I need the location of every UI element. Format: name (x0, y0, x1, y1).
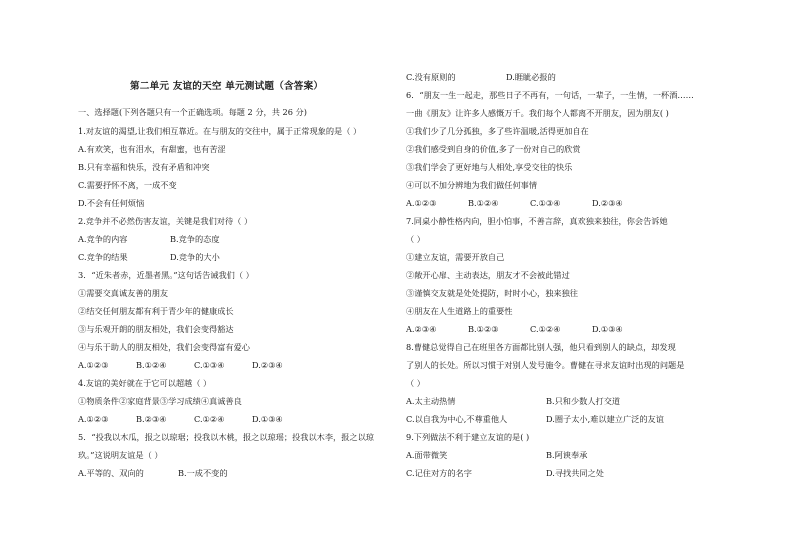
q3-item-3: ③与乐观开朗的朋友相处，我们会变得豁达 (78, 324, 234, 334)
q7-stem-line2: （ ） (406, 234, 425, 244)
q8-option-c: C.以自我为中心,不尊重他人 (406, 414, 508, 424)
q8-stem-line3: （ ） (406, 378, 425, 388)
q3-option-b: B.①②④ (136, 360, 167, 370)
q6-option-b: B.①②④ (468, 198, 499, 208)
q5-stem-line1: 5．“投我以木瓜，报之以琼琚；投我以木桃，报之以琼瑶；投我以木李，报之以琼 (78, 432, 374, 442)
q7-item-1: ①建立友谊，需要开放自己 (406, 252, 505, 262)
q2-option-b: B.竞争的态度 (170, 234, 220, 244)
q3-stem: 3．“近朱者赤，近墨者黑。”这句话告诫我们（ ） (78, 270, 254, 280)
q7-option-c: C.①②④ (530, 324, 561, 334)
q5-option-c: C.没有原则的 (406, 72, 456, 82)
q9-options-row1 (406, 450, 587, 461)
q8-stem-line1: 8.曹健总觉得自己在班里各方面都比别人强，他只看到别人的缺点，却发现 (406, 342, 676, 352)
q6-item-3: ③我们学会了更好地与人相处,享受交往的快乐 (406, 162, 573, 172)
q7-option-b: B.①②③ (468, 324, 499, 334)
q6-option-d: D.②③④ (592, 198, 623, 208)
q7-item-3: ③谨慎交友就是处处提防，时时小心，独来独往 (406, 288, 578, 298)
q6-stem-line1: 6．“朋友一生一起走，那些日子不再有，一句话，一辈子，一生情，一杯酒…… (406, 90, 694, 100)
q6-stem-line2: 一曲《朋友》让许多人感慨万千。我们每个人都离不开朋友，因为朋友( ) (406, 108, 669, 118)
q5-option-d: D.睚眦必报的 (506, 72, 556, 82)
q9-stem: 9.下列做法不利于建立友谊的是( ) (406, 432, 530, 442)
q8-option-b: B.只和少数人打交道 (546, 396, 621, 406)
q4-option-a: A.①②③ (78, 414, 109, 424)
q7-stem-line1: 7.同桌小静性格内向，胆小怕事，不善言辞，真欢独来独往，你会告诉她 (406, 216, 668, 226)
q2-options-row1 (78, 234, 220, 245)
q1-stem: 1.对友谊的渴望,让我们相互靠近。在与朋友的交往中，属于正常现象的是（ ） (78, 126, 362, 136)
q6-item-1: ①我们少了几分孤独，多了些许温暖,活得更加自在 (406, 126, 589, 136)
q8-stem-line2: 了别人的长处。所以习惯于对别人发号施令。曹健在寻求友谊时出现的问题是 (406, 360, 685, 370)
q3-option-d: D.②③④ (252, 360, 283, 370)
q3-option-a: A.①②③ (78, 360, 109, 370)
q6-item-4: ④可以不加分辨地为我们做任何事情 (406, 180, 538, 190)
q3-item-2: ②结交任何朋友都有利于青少年的健康成长 (78, 306, 234, 316)
q8-option-a: A.太主动热情 (406, 396, 456, 406)
q4-option-c: C.①②④ (194, 414, 225, 424)
q5-options-row2 (406, 72, 556, 83)
q4-option-b: B.②③④ (136, 414, 167, 424)
q9-options-row2 (406, 468, 604, 479)
q5-option-a: A.平等的、双向的 (78, 468, 144, 478)
q4-option-d: D.①③④ (252, 414, 283, 424)
q7-item-2: ②敞开心扉、主动表达，朋友才不会被此错过 (406, 270, 570, 280)
q8-options-row2 (406, 414, 664, 425)
q8-option-d: D.圈子太小,难以建立广泛的友谊 (546, 414, 664, 424)
q4-stem: 4.友谊的美好就在于它可以超越（ ） (78, 378, 212, 388)
q2-option-d: D.竞争的大小 (170, 252, 220, 262)
q2-option-a: A.竞争的内容 (78, 234, 128, 244)
q6-option-a: A.①②③ (406, 198, 437, 208)
q2-stem: 2.竞争并不必然伤害友谊，关键是我们对待（ ） (78, 216, 253, 226)
q3-options (78, 360, 283, 371)
q8-options-row1 (406, 396, 620, 407)
q6-option-c: C.①③④ (530, 198, 561, 208)
q9-option-c: C.记住对方的名字 (406, 468, 472, 478)
q4-options (78, 414, 283, 425)
section-heading: 一、选择题(下列各题只有一个正确选项。每题 2 分，共 26 分) (78, 107, 307, 117)
page-title: 第二单元 友谊的天空 单元测试题（含答案） (130, 81, 324, 92)
q4-item-1: ①物质条件②家庭背景③学习成绩④真诚善良 (78, 396, 242, 406)
q1-option-b: B.只有幸福和快乐，没有矛盾和冲突 (78, 162, 210, 172)
q9-option-a: A.面带微笑 (406, 450, 448, 460)
q3-item-4: ④与乐于助人的朋友相处，我们会变得富有爱心 (78, 342, 250, 352)
q2-options-row2 (78, 252, 220, 263)
q7-option-d: D.①③④ (592, 324, 623, 334)
q7-options (406, 324, 623, 335)
q9-option-b: B.阿谀奉承 (546, 450, 588, 460)
q5-options-row1 (78, 468, 228, 479)
q2-option-c: C.竞争的结果 (78, 252, 128, 262)
q5-stem-line2: 玖。”这说明友谊是（ ） (78, 450, 163, 460)
q7-item-4: ④朋友在人生道路上的重要性 (406, 306, 513, 316)
q3-option-c: C.①③④ (194, 360, 225, 370)
q6-options (406, 198, 623, 209)
q1-option-d: D.不会有任何烦恼 (78, 198, 145, 208)
q1-option-c: C.需要抒怀不离，一成不变 (78, 180, 177, 190)
q7-option-a: A.②③④ (406, 324, 437, 334)
q9-option-d: D.寻找共同之处 (546, 468, 604, 478)
q5-option-b: B.一成不变的 (178, 468, 228, 478)
q6-item-2: ②我们感受到自身的价值,多了一份对自己的欣赏 (406, 144, 581, 154)
q3-item-1: ①需要交真诚友善的朋友 (78, 288, 169, 298)
q1-option-a: A.有欢笑，也有泪水，有甜蜜，也有苦涩 (78, 144, 226, 154)
